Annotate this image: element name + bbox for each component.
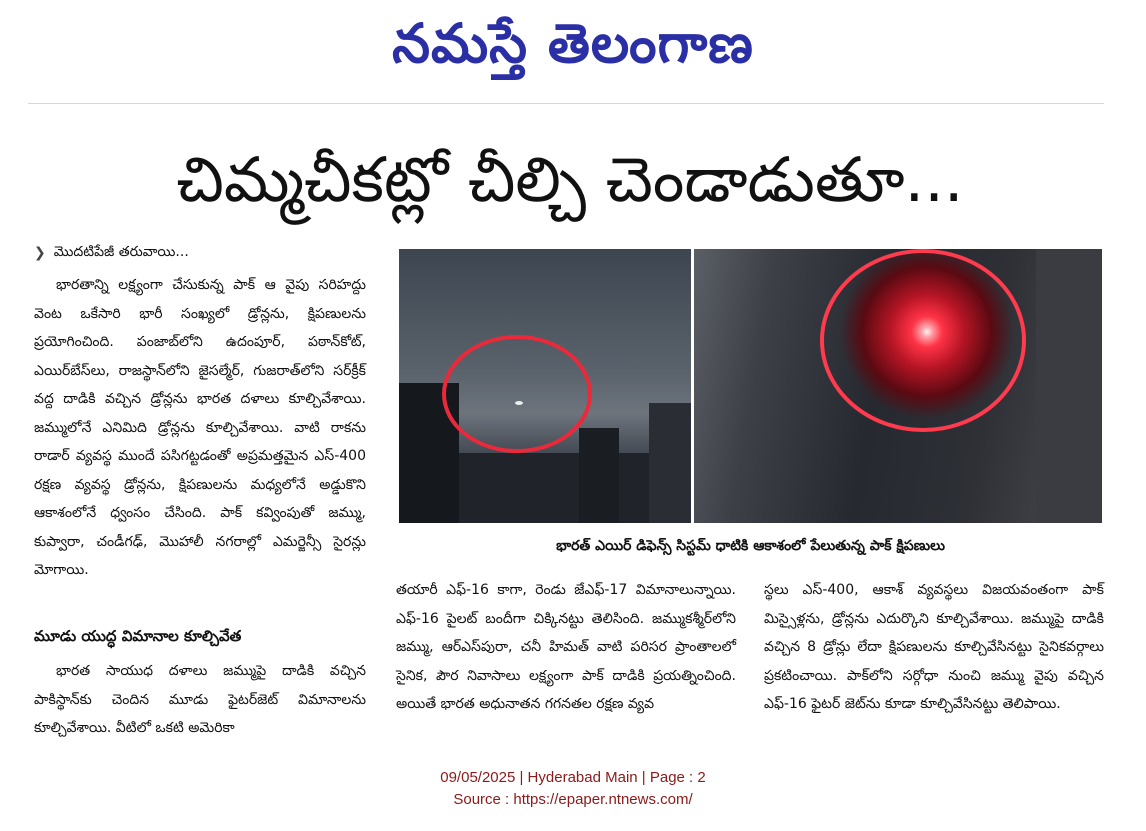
newspaper-masthead: నమస్తే తెలంగాణ bbox=[392, 11, 754, 75]
missile-light-spot bbox=[515, 401, 523, 405]
photo-night-sky-left bbox=[399, 249, 691, 523]
building-silhouette bbox=[579, 428, 619, 523]
article-paragraph-3: తయారీ ఎఫ్-16 కాగా, రెండు జేఎఫ్-17 విమానాలున్నాయి. ఎఫ్-16 పైలట్ బందీగా చిక్కినట్టు తెలిసింది. జమ్ముకశ్మీర్‌లోని జమ్ము, ఆర్‌ఎస్‌పురా, చనీ హిమత్ వాటి పరిసర ప్రాంతాలలో సైనిక, పౌర నివాసాలు లక్ష్యంగా పాక్ దాడికి ప్రయత్నించింది. అయితే భారత అధునాతన గగనతల రక్షణ వ్యవ bbox=[396, 582, 736, 712]
building-silhouette bbox=[1036, 249, 1102, 523]
article-column-3 bbox=[764, 576, 1104, 719]
masthead-divider bbox=[28, 103, 1104, 104]
epaper-footer bbox=[0, 767, 1146, 811]
article-column-1-continued bbox=[34, 657, 366, 743]
footer-source-link[interactable]: Source : https://epaper.ntnews.com/ bbox=[453, 791, 693, 808]
article-paragraph-4: స్థలు ఎస్-400, ఆకాశ్ వ్యవస్థలు విజయవంతంగా పాక్ మిస్సైళ్లను, డ్రోన్లను ఎదుర్కొని కూల్చివేశాయి. జమ్ముపై దాడికి వచ్చిన 8 డ్రోన్లు లేదా క్షిపణులను కూల్చివేసినట్టు సైనికవర్గాలు ప్రకటించాయి. పాక్‌లోని సర్గోధా నుంచి జమ్ము వైపు వచ్చిన ఎఫ్-16 ఫైటర్ జెట్‌ను కూడా కూల్చివేసినట్టు తెలిపాయి. bbox=[764, 582, 1104, 712]
news-photo bbox=[399, 249, 1102, 523]
page-headline: చిమ్మచీకట్లో చీల్చి చెండాడుతూ... bbox=[176, 143, 964, 216]
building-silhouette bbox=[649, 403, 691, 523]
photo-night-sky-right bbox=[694, 249, 1102, 523]
article-column-2 bbox=[396, 576, 736, 719]
continued-from-front-page bbox=[34, 241, 189, 265]
highlight-circle-left bbox=[442, 335, 592, 453]
article-paragraph-2: భారత సాయుధ దళాలు జమ్ముపై దాడికి వచ్చిన పాకిస్థాన్‌కు చెందిన మూడు ఫైటర్‌జెట్ విమానాలను కూల్చివేశాయి. వీటిలో ఒకటి అమెరికా bbox=[34, 663, 366, 736]
article-column-1 bbox=[34, 271, 366, 585]
continued-label: మొదటిపేజీ తరువాయి... bbox=[53, 243, 189, 260]
article-subheading: మూడు యుద్ధ విమానాల కూల్చివేత bbox=[34, 627, 242, 645]
photo-caption: భారత్ ఎయిర్ డిఫెన్స్ సిస్టమ్ ధాటికి ఆకాశంలో పేలుతున్న పాక్ క్షిపణులు bbox=[556, 538, 945, 554]
article-paragraph-1: భారతాన్ని లక్ష్యంగా చేసుకున్న పాక్ ఆ వైపు సరిహద్దు వెంట ఒకేసారి భారీ సంఖ్యలో డ్రోన్లను, క్షిపణులను ప్రయోగించింది. పంజాబ్‌లోని ఉదంపూర్, పఠాన్‌కోట్, ఎయిర్‌బేస్‌లు, రాజస్థాన్‌లోని జైసల్మేర్, గుజరాత్‌లోని సర్‌క్రీక్ వద్ద దాడికి వచ్చిన డ్రోన్లను భారత దళాలు కూల్చివేశాయి. జమ్ములోనే ఎనిమిది డ్రోన్లను కూల్చివేశాయి. వాటి రాకను రాడార్ వ్యవస్థ ముందే పసిగట్టడంతో అప్రమత్తమైన ఎస్-400 రక్షణ వ్యవస్థ డ్రోన్లను, క్షిపణులను మధ్యలోనే అడ్డుకొని ఆకాశంలోనే ధ్వంసం చేసింది. పాక్ కవ్వింపుతో జమ్ము, కుప్వారా, చండీగఢ్, మొహాలీ నగరాల్లో ఎమర్జెన్సీ సైరన్లు మోగాయి. bbox=[34, 277, 366, 578]
footer-date-edition: 09/05/2025 | Hyderabad Main | Page : 2 bbox=[440, 769, 706, 786]
highlight-circle-right bbox=[820, 249, 1026, 432]
chevron-right-icon: ❯ bbox=[34, 245, 46, 261]
